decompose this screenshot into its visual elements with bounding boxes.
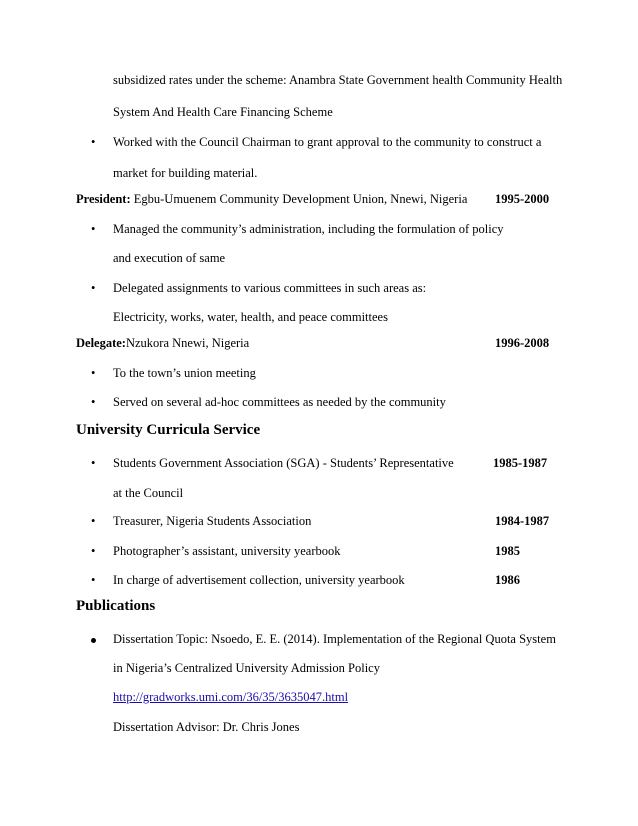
president-bullet-2-line-2: Electricity, works, water, health, and peace committees — [113, 310, 388, 324]
scheme-text-line-1: subsidized rates under the scheme: Anambra State Government health Community Health — [113, 73, 563, 87]
university-item-1-line-2: at the Council — [113, 486, 184, 500]
delegate-bullet-2: Served on several ad-hoc committees as needed by the community — [113, 395, 446, 409]
publication-line-1: Dissertation Topic: Nsoedo, E. E. (2014). Implementation of the Regional Quota System — [113, 632, 556, 646]
council-bullet-line-2: market for building material. — [113, 166, 258, 180]
university-item-1-years: 1985-1987 — [493, 456, 548, 470]
publications-heading: Publications — [76, 598, 156, 614]
president-bullet-2-line-1: Delegated assignments to various committees in such areas as: — [113, 281, 427, 295]
university-item-4-years: 1986 — [495, 573, 520, 587]
university-item-1-line-1: Students Government Association (SGA) - Students’ Representative — [113, 456, 454, 470]
bullet-icon: • — [91, 222, 96, 236]
dissertation-link[interactable]: http://gradworks.umi.com/36/35/3635047.html — [113, 690, 349, 704]
scheme-text-line-2: System And Health Care Financing Scheme — [113, 105, 333, 119]
university-item-3: Photographer’s assistant, university yearbook — [113, 544, 341, 558]
bullet-icon: • — [91, 514, 96, 528]
president-label: President: — [76, 192, 131, 206]
university-heading: University Curricula Service — [76, 422, 261, 438]
bullet-icon: • — [91, 544, 96, 558]
delegate-years: 1996-2008 — [495, 336, 550, 350]
council-bullet-line-1: Worked with the Council Chairman to grant approval to the community to construct a — [113, 135, 542, 149]
bullet-icon: • — [91, 135, 96, 149]
president-bullet-1-line-1: Managed the community’s administration, including the formulation of policy — [113, 222, 504, 236]
president-bullet-1-line-2: and execution of same — [113, 251, 226, 265]
university-item-2: Treasurer, Nigeria Students Association — [113, 514, 312, 528]
university-item-2-years: 1984-1987 — [495, 514, 550, 528]
delegate-org: Nzukora Nnewi, Nigeria — [125, 336, 250, 350]
president-org: Egbu-Umuenem Community Development Union, Nnewi, Nigeria — [130, 192, 468, 206]
bullet-icon: • — [91, 366, 96, 380]
delegate-label: Delegate: — [76, 336, 126, 350]
bullet-icon: • — [91, 456, 96, 470]
bullet-icon: • — [91, 395, 96, 409]
university-item-3-years: 1985 — [495, 544, 520, 558]
bullet-icon: • — [91, 281, 96, 295]
publication-line-2: in Nigeria’s Centralized University Admission Policy — [113, 661, 380, 675]
university-item-4: In charge of advertisement collection, university yearbook — [113, 573, 405, 587]
delegate-entry — [76, 335, 249, 351]
bullet-icon: • — [91, 573, 96, 587]
bullet-icon — [91, 631, 96, 647]
president-years: 1995-2000 — [495, 192, 550, 206]
dissertation-advisor: Dissertation Advisor: Dr. Chris Jones — [113, 720, 300, 734]
president-entry — [76, 191, 467, 207]
delegate-bullet-1: To the town’s union meeting — [113, 366, 256, 380]
